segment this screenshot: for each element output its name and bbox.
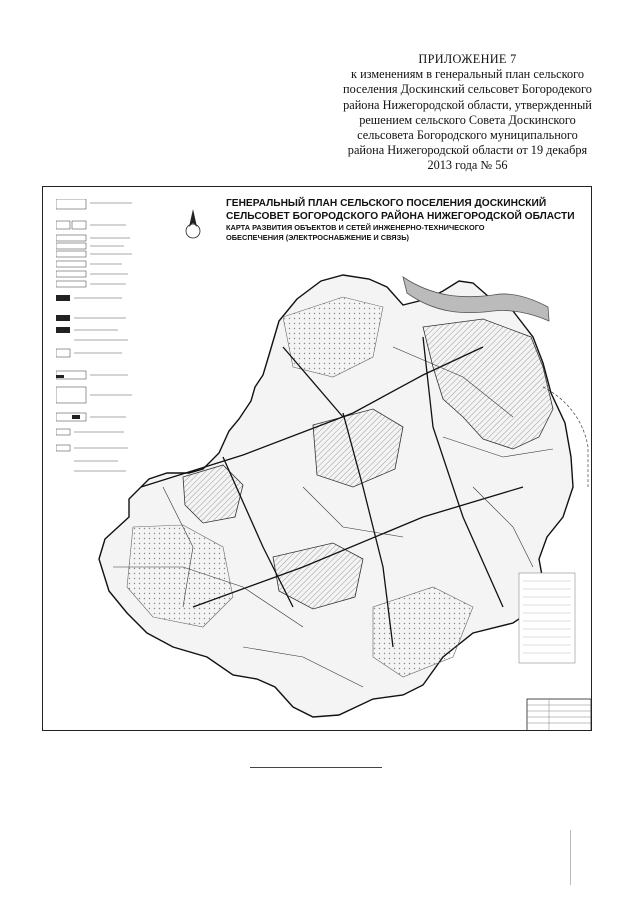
- map-subtitle-line-1: КАРТА РАЗВИТИЯ ОБЪЕКТОВ И СЕТЕЙ ИНЖЕНЕРНО-ТЕХНИЧЕСКОГО: [226, 223, 485, 232]
- appendix-line-6: района Нижегородской области от 19 декабря: [347, 143, 588, 158]
- compass-icon: [183, 207, 203, 246]
- appendix-header: [315, 52, 620, 174]
- drawing-stamp: [527, 699, 591, 731]
- appendix-line-7: 2013 года № 56: [427, 158, 508, 173]
- signature-line: [250, 767, 382, 768]
- map-title-line-1: ГЕНЕРАЛЬНЫЙ ПЛАН СЕЛЬСКОГО ПОСЕЛЕНИЯ ДОСКИНСКИЙ: [226, 198, 547, 209]
- appendix-line-3: района Нижегородской области, утвержденный: [343, 97, 592, 112]
- map-subtitle-line-2: ОБЕСПЕЧЕНИЯ (ЭЛЕКТРОСНАБЖЕНИЕ И СВЯЗЬ): [226, 233, 410, 242]
- appendix-line-1: к изменениям в генеральный план сельского: [351, 67, 584, 82]
- legend-drawing: [56, 199, 134, 479]
- map-title-block: [226, 197, 586, 243]
- scan-margin-mark: [570, 830, 573, 885]
- map-sheet: [42, 186, 592, 731]
- map-title-line-2: СЕЛЬСОВЕТ БОГОРОДСКОГО РАЙОНА НИЖЕГОРОДСКОЙ ОБЛАСТИ: [226, 211, 575, 222]
- right-legend-block: [519, 573, 575, 663]
- appendix-line-4: решением сельского Совета Доскинского: [359, 112, 576, 127]
- appendix-line-5: сельсовета Богородского муниципального: [357, 128, 578, 143]
- appendix-title: ПРИЛОЖЕНИЕ 7: [418, 52, 517, 66]
- map-legend: [56, 199, 134, 479]
- appendix-line-2: поселения Доскинский сельсовет Богородекого: [343, 82, 592, 97]
